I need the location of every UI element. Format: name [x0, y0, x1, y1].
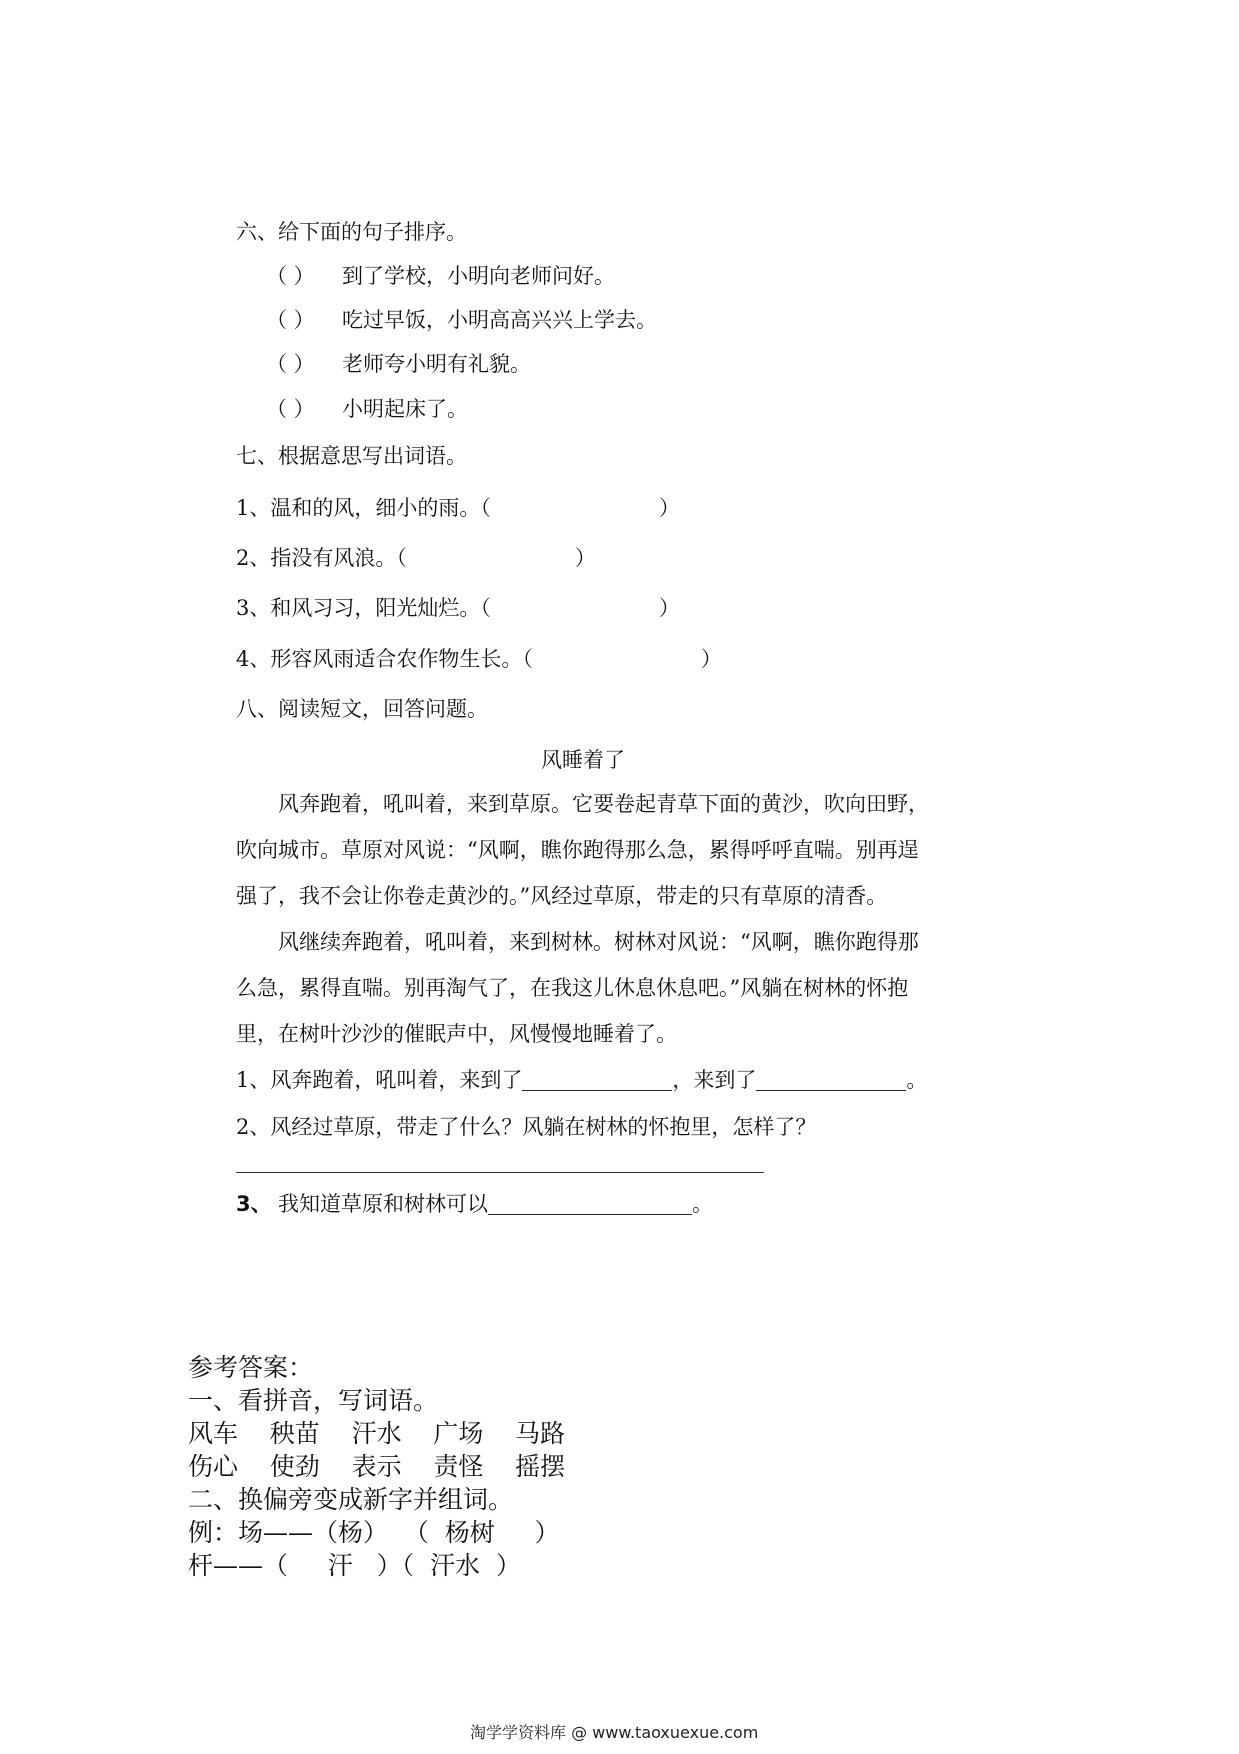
passage-line: 风奔跑着，吼叫着，来到草原。它要卷起青草下面的黄沙，吹向田野， [278, 792, 929, 816]
question-text: 2、指没有风浪。（ [236, 546, 407, 570]
question-3 [236, 1190, 713, 1218]
passage-title: 风睡着了 [541, 748, 625, 772]
footer-watermark: 淘学学资料库 @ www.taoxuexue.com [470, 1723, 759, 1742]
answers-heading: 参考答案： [188, 1353, 314, 1382]
question-1 [236, 1066, 927, 1094]
section-6-heading: 六、给下面的句子排序。 [236, 220, 467, 244]
list-item [266, 395, 468, 423]
close-paren: ） [574, 546, 596, 570]
list-item [236, 594, 680, 622]
question-2: 2、风经过草原，带走了什么？风躺在树林的怀抱里，怎样了？ [236, 1115, 817, 1139]
question-number: 3、 [236, 1192, 272, 1216]
answers-section-1-heading: 一、看拼音，写词语。 [188, 1386, 439, 1415]
passage-line: 吹向城市。草原对风说：“风啊，瞧你跑得那么急，累得呼呼直喘。别再逞 [236, 838, 919, 862]
section-7-heading: 七、根据意思写出词语。 [236, 444, 467, 468]
passage-line: 么急，累得直喘。别再淘气了，在我这儿休息休息吧。”风躺在树林的怀抱 [236, 976, 909, 1000]
question-text: 。 [692, 1192, 713, 1216]
list-item [236, 544, 596, 572]
answers-section-2-heading: 二、换偏旁变成新字并组词。 [188, 1485, 514, 1514]
sentence-text: 到了学校，小明向老师问好。 [342, 264, 615, 288]
section-8-heading: 八、阅读短文，回答问题。 [236, 697, 488, 721]
question-text: 4、形容风雨适合农作物生长。（ [236, 647, 533, 671]
question-text: 1、温和的风，细小的雨。（ [236, 496, 491, 520]
question-text: 3、和风习习，阳光灿烂。（ [236, 596, 491, 620]
answers-example: 例：场——（杨） （ 杨树 ） [188, 1518, 560, 1547]
answer-blank[interactable] [522, 1068, 672, 1091]
list-item [266, 350, 531, 378]
answer-paren[interactable]: （ ） [266, 397, 315, 421]
question-text: 我知道草原和树林可以 [278, 1192, 488, 1216]
answers-row: 伤心 使劲 表示 责怪 摇摆 [188, 1452, 566, 1481]
question-text: 1、风奔跑着，吼叫着，来到了 [236, 1068, 523, 1092]
answer-paren[interactable]: （ ） [266, 352, 315, 376]
answer-blank[interactable] [488, 1192, 692, 1215]
passage-line: 强了，我不会让你卷走黄沙的。”风经过草原，带走的只有草原的清香。 [236, 884, 888, 908]
close-paren: ） [700, 647, 722, 671]
question-text: ，来到了 [672, 1068, 757, 1092]
list-item [266, 306, 657, 334]
close-paren: ） [658, 596, 680, 620]
answer-line[interactable] [236, 1172, 764, 1173]
sentence-text: 吃过早饭，小明高高兴兴上学去。 [342, 308, 657, 332]
list-item [236, 645, 722, 673]
question-text: 。 [906, 1068, 928, 1092]
answer-paren[interactable]: （ ） [266, 308, 315, 332]
answers-row: 杆——（ 汗 ）（ 汗水 ） [188, 1551, 521, 1580]
answer-blank[interactable] [756, 1068, 906, 1091]
answer-paren[interactable]: （ ） [266, 264, 315, 288]
list-item [236, 494, 680, 522]
answers-row: 风车 秧苗 汗水 广场 马路 [188, 1419, 566, 1448]
passage-line: 风继续奔跑着，吼叫着，来到树林。树林对风说：“风啊，瞧你跑得那 [278, 930, 919, 954]
list-item [266, 262, 615, 290]
sentence-text: 小明起床了。 [342, 397, 468, 421]
sentence-text: 老师夸小明有礼貌。 [342, 352, 531, 376]
passage-line: 里，在树叶沙沙的催眠声中，风慢慢地睡着了。 [236, 1022, 677, 1046]
close-paren: ） [658, 496, 680, 520]
